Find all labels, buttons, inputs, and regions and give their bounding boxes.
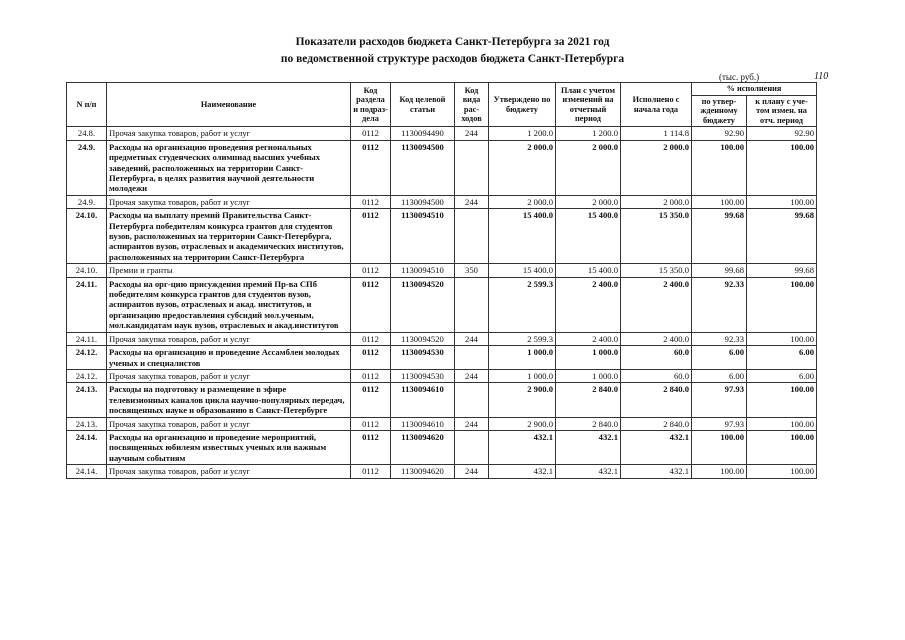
- row-type-cell: [455, 430, 489, 464]
- row-section-cell: 0112: [351, 264, 391, 277]
- row-name-cell: Прочая закупка товаров, работ и услуг: [107, 417, 351, 430]
- row-target-cell: 1130094610: [391, 383, 455, 417]
- row-num-cell: 24.8.: [67, 127, 107, 140]
- row-plan-cell: 2 840.0: [556, 383, 621, 417]
- table-row: [67, 346, 817, 370]
- col-header-approved: Утверждено по бюджету: [489, 83, 556, 127]
- row-num-cell: 24.9.: [67, 140, 107, 195]
- col-header-plan: План с учетом изменений на отчетный период: [556, 83, 621, 127]
- table-body: [67, 127, 817, 478]
- row-pct-approved-cell: 99.68: [692, 264, 747, 277]
- row-num-cell: 24.9.: [67, 195, 107, 208]
- row-type-cell: [455, 140, 489, 195]
- row-approved-cell: 1 200.0: [489, 127, 556, 140]
- table-row: [67, 195, 817, 208]
- row-name-cell: Прочая закупка товаров, работ и услуг: [107, 195, 351, 208]
- row-executed-cell: 2 400.0: [621, 332, 692, 345]
- col-header-section: Код раздела и подраз-дела: [351, 83, 391, 127]
- row-executed-cell: 15 350.0: [621, 209, 692, 264]
- row-section-cell: 0112: [351, 383, 391, 417]
- col-header-type: Код вида рас-ходов: [455, 83, 489, 127]
- row-type-cell: 244: [455, 127, 489, 140]
- row-pct-approved-cell: 92.90: [692, 127, 747, 140]
- row-pct-plan-cell: 92.90: [747, 127, 817, 140]
- col-header-executed: Исполнено с начала года: [621, 83, 692, 127]
- row-pct-plan-cell: 100.00: [747, 430, 817, 464]
- table-row: [67, 264, 817, 277]
- row-pct-plan-cell: 100.00: [747, 277, 817, 332]
- row-pct-approved-cell: 99.68: [692, 209, 747, 264]
- col-header-name: Наименование: [107, 83, 351, 127]
- row-plan-cell: 1 000.0: [556, 346, 621, 370]
- row-pct-plan-cell: 100.00: [747, 383, 817, 417]
- row-num-cell: 24.12.: [67, 369, 107, 382]
- row-pct-plan-cell: 99.68: [747, 209, 817, 264]
- row-plan-cell: 15 400.0: [556, 264, 621, 277]
- row-executed-cell: 432.1: [621, 465, 692, 478]
- col-header-target: Код целевой статьи: [391, 83, 455, 127]
- row-approved-cell: 432.1: [489, 430, 556, 464]
- table-row: [67, 465, 817, 478]
- row-pct-plan-cell: 6.00: [747, 346, 817, 370]
- row-executed-cell: 2 000.0: [621, 140, 692, 195]
- row-target-cell: 1130094530: [391, 369, 455, 382]
- row-type-cell: 244: [455, 465, 489, 478]
- row-target-cell: 1130094500: [391, 195, 455, 208]
- row-type-cell: 350: [455, 264, 489, 277]
- table-row: [67, 369, 817, 382]
- row-approved-cell: 1 000.0: [489, 369, 556, 382]
- row-plan-cell: 432.1: [556, 430, 621, 464]
- row-name-cell: Расходы на выплату премий Правительства Санкт-Петербурга победителям конкурса грантов для студентов вузов, расположенных на территории Санкт-Петербурга, аспирантов вузов, отраслевых и академических институтов, расположенных на территории Санкт-Петербурга: [107, 209, 351, 264]
- table-row: [67, 277, 817, 332]
- row-name-cell: Премии и гранты: [107, 264, 351, 277]
- col-header-num: N п/п: [67, 83, 107, 127]
- row-section-cell: 0112: [351, 127, 391, 140]
- document-title: Показатели расходов бюджета Санкт-Петербурга за 2021 год: [295, 36, 610, 48]
- row-plan-cell: 2 000.0: [556, 195, 621, 208]
- row-pct-approved-cell: 92.33: [692, 277, 747, 332]
- row-num-cell: 24.13.: [67, 417, 107, 430]
- row-target-cell: 1130094500: [391, 140, 455, 195]
- row-name-cell: Прочая закупка товаров, работ и услуг: [107, 465, 351, 478]
- table-row: [67, 140, 817, 195]
- row-section-cell: 0112: [351, 430, 391, 464]
- row-section-cell: 0112: [351, 209, 391, 264]
- row-name-cell: Расходы на организацию и проведение Ассамблеи молодых ученых и специалистов: [107, 346, 351, 370]
- row-pct-approved-cell: 6.00: [692, 346, 747, 370]
- row-section-cell: 0112: [351, 332, 391, 345]
- table-row: [67, 417, 817, 430]
- row-plan-cell: 1 200.0: [556, 127, 621, 140]
- col-header-pct-plan: к плану с уче-том измен. на отч. период: [747, 95, 817, 127]
- row-type-cell: 244: [455, 369, 489, 382]
- row-section-cell: 0112: [351, 195, 391, 208]
- row-plan-cell: 15 400.0: [556, 209, 621, 264]
- row-target-cell: 1130094520: [391, 332, 455, 345]
- row-approved-cell: 2 900.0: [489, 383, 556, 417]
- row-pct-approved-cell: 97.93: [692, 383, 747, 417]
- row-pct-approved-cell: 100.00: [692, 140, 747, 195]
- row-executed-cell: 60.0: [621, 346, 692, 370]
- row-approved-cell: 2 599.3: [489, 332, 556, 345]
- row-approved-cell: 2 000.0: [489, 195, 556, 208]
- row-name-cell: Расходы на подготовку и размещение в эфире телевизионных каналов цикла научно-популярных передач, посвященных науке и образованию в Санкт-Петербурге: [107, 383, 351, 417]
- row-pct-plan-cell: 6.00: [747, 369, 817, 382]
- row-name-cell: Прочая закупка товаров, работ и услуг: [107, 369, 351, 382]
- row-pct-plan-cell: 100.00: [747, 195, 817, 208]
- row-executed-cell: 2 840.0: [621, 383, 692, 417]
- row-pct-approved-cell: 100.00: [692, 430, 747, 464]
- row-num-cell: 24.11.: [67, 332, 107, 345]
- table-row: [67, 430, 817, 464]
- units-label: (тыс. руб.): [719, 72, 760, 82]
- document-subtitle: по ведомственной структуре расходов бюджета Санкт-Петербурга: [280, 53, 625, 65]
- row-pct-plan-cell: 100.00: [747, 465, 817, 478]
- row-num-cell: 24.13.: [67, 383, 107, 417]
- row-name-cell: Прочая закупка товаров, работ и услуг: [107, 332, 351, 345]
- row-executed-cell: 432.1: [621, 430, 692, 464]
- table-row: [67, 127, 817, 140]
- row-pct-plan-cell: 100.00: [747, 332, 817, 345]
- row-plan-cell: 2 000.0: [556, 140, 621, 195]
- row-pct-approved-cell: 6.00: [692, 369, 747, 382]
- row-num-cell: 24.10.: [67, 209, 107, 264]
- row-plan-cell: 2 400.0: [556, 277, 621, 332]
- row-num-cell: 24.14.: [67, 430, 107, 464]
- table-row: [67, 332, 817, 345]
- row-pct-approved-cell: 100.00: [692, 465, 747, 478]
- row-executed-cell: 2 400.0: [621, 277, 692, 332]
- row-num-cell: 24.12.: [67, 346, 107, 370]
- row-pct-approved-cell: 92.33: [692, 332, 747, 345]
- row-approved-cell: 15 400.0: [489, 264, 556, 277]
- row-executed-cell: 1 114.8: [621, 127, 692, 140]
- row-pct-plan-cell: 99.68: [747, 264, 817, 277]
- row-type-cell: [455, 277, 489, 332]
- row-pct-approved-cell: 100.00: [692, 195, 747, 208]
- row-target-cell: 1130094490: [391, 127, 455, 140]
- row-approved-cell: 432.1: [489, 465, 556, 478]
- row-num-cell: 24.10.: [67, 264, 107, 277]
- row-target-cell: 1130094520: [391, 277, 455, 332]
- row-num-cell: 24.14.: [67, 465, 107, 478]
- row-name-cell: Расходы на организацию и проведение мероприятий, посвященных юбилеям известных ученых или важным научным событиям: [107, 430, 351, 464]
- row-pct-approved-cell: 97.93: [692, 417, 747, 430]
- table-row: [67, 383, 817, 417]
- page-number: 110: [814, 71, 829, 82]
- row-approved-cell: 15 400.0: [489, 209, 556, 264]
- row-section-cell: 0112: [351, 369, 391, 382]
- row-target-cell: 1130094510: [391, 264, 455, 277]
- col-header-pct-approved: по утвер-жденному бюджету: [692, 95, 747, 127]
- row-executed-cell: 2 840.0: [621, 417, 692, 430]
- row-target-cell: 1130094610: [391, 417, 455, 430]
- row-executed-cell: 15 350.0: [621, 264, 692, 277]
- table-row: [67, 209, 817, 264]
- row-section-cell: 0112: [351, 277, 391, 332]
- row-plan-cell: 1 000.0: [556, 369, 621, 382]
- row-type-cell: 244: [455, 417, 489, 430]
- row-approved-cell: 2 900.0: [489, 417, 556, 430]
- row-section-cell: 0112: [351, 465, 391, 478]
- row-name-cell: Прочая закупка товаров, работ и услуг: [107, 127, 351, 140]
- row-name-cell: Расходы на орг-цию присуждения премий Пр-ва СПб победителям конкурса грантов для студентов вузов, аспирантов вузов, отраслевых и акад. институтов, и организацию предоставления субсидий мол.ученым, мол.кандидатам наук вузов, отраслевых и акад.институтов: [107, 277, 351, 332]
- row-approved-cell: 2 000.0: [489, 140, 556, 195]
- expenditure-table: [66, 82, 817, 479]
- row-plan-cell: 2 400.0: [556, 332, 621, 345]
- row-type-cell: [455, 383, 489, 417]
- row-approved-cell: 1 000.0: [489, 346, 556, 370]
- row-name-cell: Расходы на организацию проведения региональных предметных студенческих олимпиад высших учебных заведений, расположенных на территории Санкт-Петербурга, в целях развития научной деятельности молодежи: [107, 140, 351, 195]
- row-executed-cell: 60.0: [621, 369, 692, 382]
- row-type-cell: 244: [455, 332, 489, 345]
- row-pct-plan-cell: 100.00: [747, 140, 817, 195]
- row-section-cell: 0112: [351, 417, 391, 430]
- row-approved-cell: 2 599.3: [489, 277, 556, 332]
- row-num-cell: 24.11.: [67, 277, 107, 332]
- row-plan-cell: 2 840.0: [556, 417, 621, 430]
- col-header-pct-group: % исполнения: [692, 83, 817, 96]
- row-plan-cell: 432.1: [556, 465, 621, 478]
- row-target-cell: 1130094620: [391, 430, 455, 464]
- row-section-cell: 0112: [351, 140, 391, 195]
- row-executed-cell: 2 000.0: [621, 195, 692, 208]
- row-type-cell: [455, 346, 489, 370]
- row-target-cell: 1130094510: [391, 209, 455, 264]
- row-pct-plan-cell: 100.00: [747, 417, 817, 430]
- row-type-cell: 244: [455, 195, 489, 208]
- row-target-cell: 1130094620: [391, 465, 455, 478]
- row-section-cell: 0112: [351, 346, 391, 370]
- row-target-cell: 1130094530: [391, 346, 455, 370]
- row-type-cell: [455, 209, 489, 264]
